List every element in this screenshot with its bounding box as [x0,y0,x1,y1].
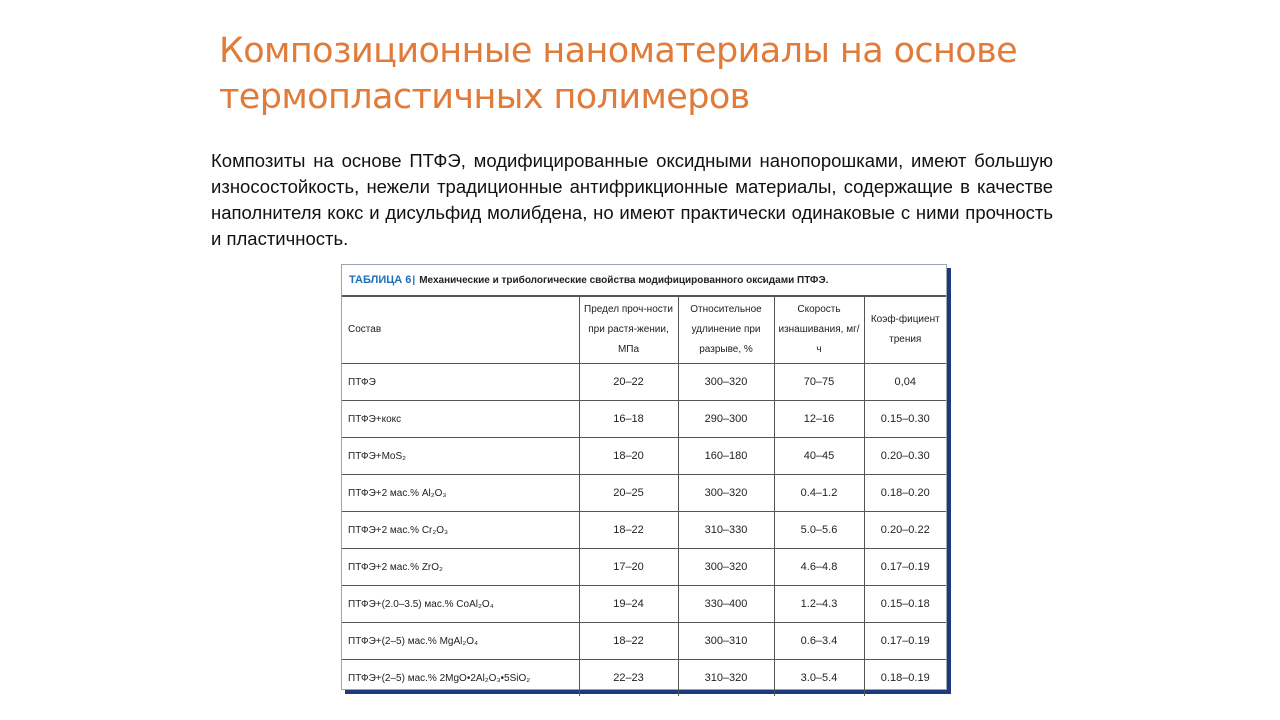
cell-wear-rate: 0.6–3.4 [774,623,864,660]
cell-composition: ПТФЭ+2 мас.% Al₂O₃ [342,475,579,512]
body-paragraph: Композиты на основе ПТФЭ, модифицированные оксидными нанопорошками, имеют большую износостойкость, нежели традиционные антифрикционные материалы, содержащие в качестве наполнителя кокс и дисульфид молибдена, но имеют практически одинаковые с ними прочность и пластичность. [211,150,1053,249]
cell-tensile-strength: 16–18 [579,401,678,438]
properties-table [342,296,946,696]
cell-composition: ПТФЭ+кокс [342,401,579,438]
header-wear-rate: Скорость изнашивания, мг/ч [774,297,864,364]
cell-tensile-strength: 17–20 [579,549,678,586]
cell-elongation: 300–320 [678,364,774,401]
cell-composition: ПТФЭ [342,364,579,401]
table-caption-separator: | [412,275,416,286]
cell-friction-coefficient: 0.17–0.19 [864,549,946,586]
cell-tensile-strength: 20–25 [579,475,678,512]
table-row [342,512,946,549]
cell-elongation: 290–300 [678,401,774,438]
header-tensile-strength: Предел проч-ности при растя-жении, МПа [579,297,678,364]
header-composition: Состав [342,297,579,364]
cell-tensile-strength: 18–20 [579,438,678,475]
cell-elongation: 330–400 [678,586,774,623]
table-header-row [342,297,946,364]
cell-tensile-strength: 22–23 [579,660,678,697]
slide-title-line-1: Композиционные наноматериалы на основе [219,31,1018,71]
cell-wear-rate: 4.6–4.8 [774,549,864,586]
cell-friction-coefficient: 0.15–0.30 [864,401,946,438]
table-row [342,475,946,512]
cell-wear-rate: 0.4–1.2 [774,475,864,512]
cell-wear-rate: 70–75 [774,364,864,401]
cell-friction-coefficient: 0.18–0.20 [864,475,946,512]
cell-wear-rate: 1.2–4.3 [774,586,864,623]
cell-composition: ПТФЭ+(2–5) мас.% MgAl₂O₄ [342,623,579,660]
cell-wear-rate: 5.0–5.6 [774,512,864,549]
cell-elongation: 310–330 [678,512,774,549]
cell-friction-coefficient: 0.20–0.22 [864,512,946,549]
table-caption [342,265,946,296]
cell-friction-coefficient: 0.18–0.19 [864,660,946,697]
cell-composition: ПТФЭ+MoS₂ [342,438,579,475]
cell-tensile-strength: 19–24 [579,586,678,623]
table-figure [341,264,947,690]
cell-elongation: 310–320 [678,660,774,697]
cell-tensile-strength: 18–22 [579,512,678,549]
cell-wear-rate: 40–45 [774,438,864,475]
cell-elongation: 300–320 [678,475,774,512]
table-caption-text: Механические и трибологические свойства модифицированного оксидами ПТФЭ. [419,275,829,286]
cell-composition: ПТФЭ+2 мас.% Cr₂O₃ [342,512,579,549]
cell-friction-coefficient: 0.17–0.19 [864,623,946,660]
cell-wear-rate: 3.0–5.4 [774,660,864,697]
table-row [342,438,946,475]
table-row [342,364,946,401]
cell-elongation: 300–310 [678,623,774,660]
cell-composition: ПТФЭ+(2–5) мас.% 2MgO•2Al₂O₃•5SiO₂ [342,660,579,697]
slide-title [219,28,1119,120]
cell-elongation: 160–180 [678,438,774,475]
table-row [342,660,946,697]
table-row [342,549,946,586]
cell-composition: ПТФЭ+2 мас.% ZrO₂ [342,549,579,586]
cell-composition: ПТФЭ+(2.0–3.5) мас.% CoAl₂O₄ [342,586,579,623]
table-row [342,401,946,438]
table-body [342,364,946,697]
cell-wear-rate: 12–16 [774,401,864,438]
cell-friction-coefficient: 0,04 [864,364,946,401]
cell-tensile-strength: 20–22 [579,364,678,401]
cell-friction-coefficient: 0.20–0.30 [864,438,946,475]
slide-title-line-2: термопластичных полимеров [219,77,750,117]
cell-elongation: 300–320 [678,549,774,586]
table-row [342,586,946,623]
cell-friction-coefficient: 0.15–0.18 [864,586,946,623]
header-elongation: Относительное удлинение при разрыве, % [678,297,774,364]
table-caption-label: ТАБЛИЦА 6 [349,274,412,286]
header-friction-coefficient: Коэф-фициент трения [864,297,946,364]
cell-tensile-strength: 18–22 [579,623,678,660]
table-row [342,623,946,660]
